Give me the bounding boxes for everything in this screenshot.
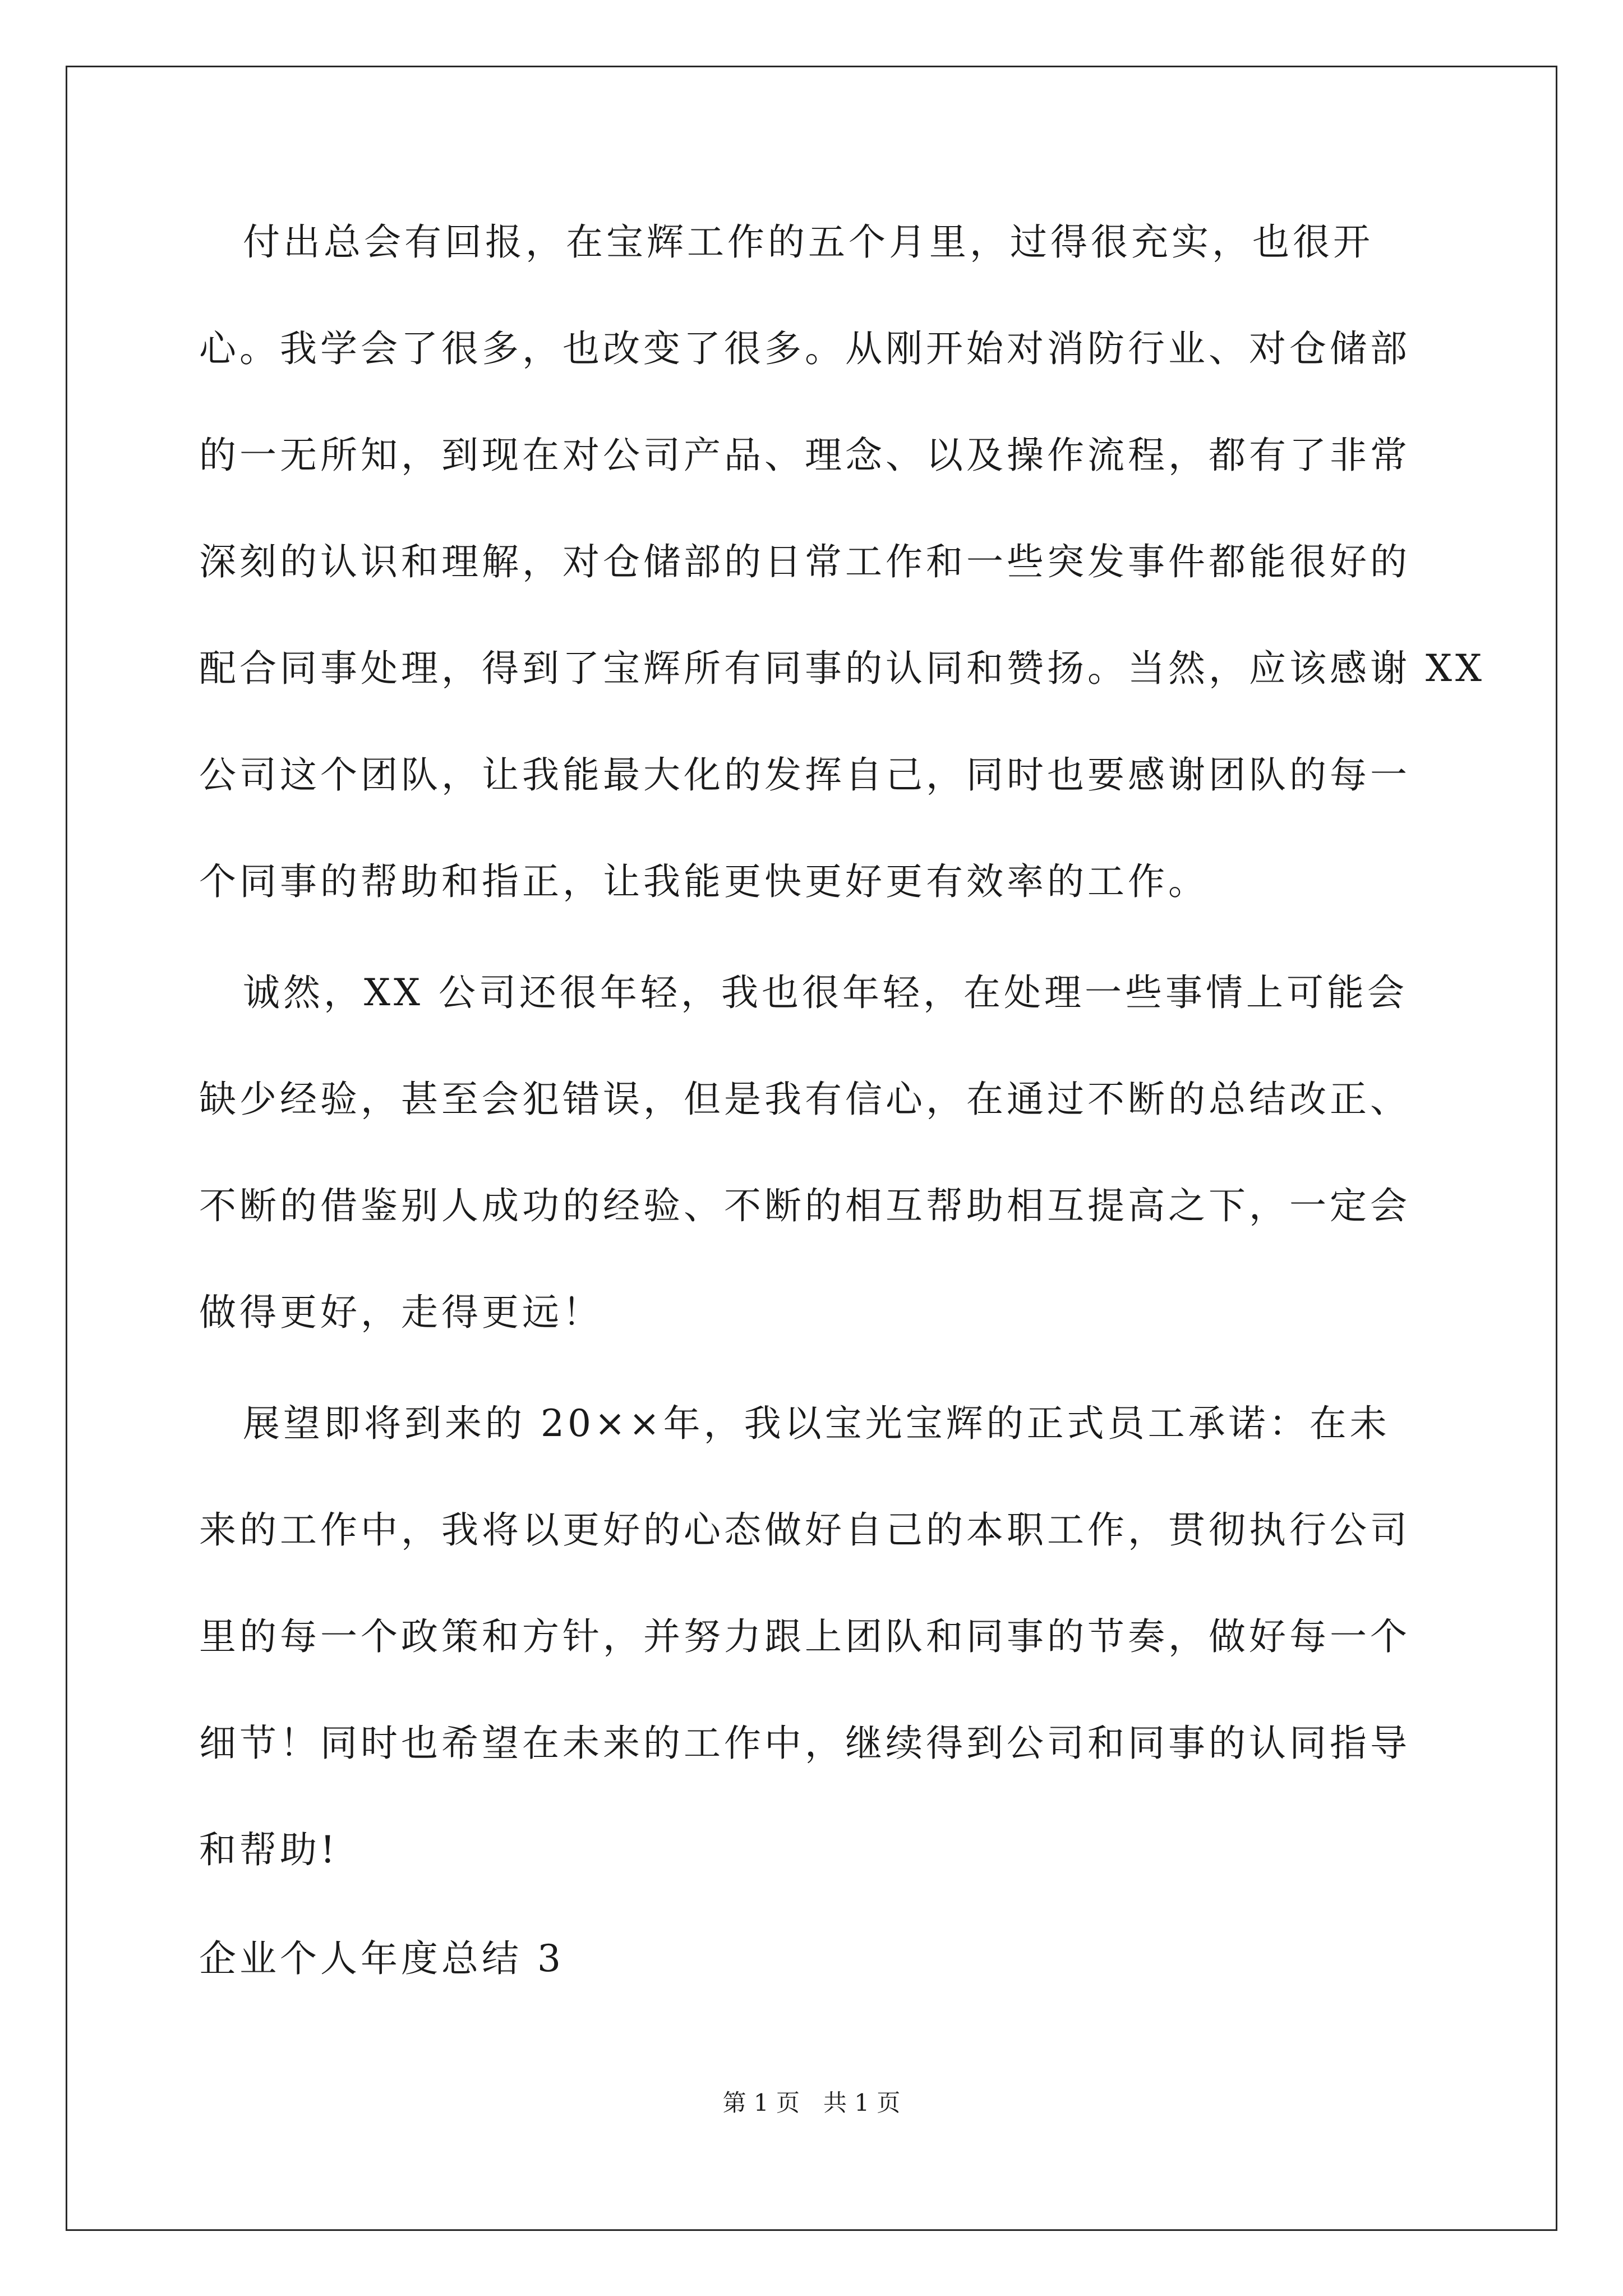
page-border xyxy=(66,66,1557,2231)
paragraph-3-line-3: 里的每一个政策和方针，并努力跟上团队和同事的节奏，做好每一个 xyxy=(199,1615,1410,1658)
paragraph-1-line-1: 付出总会有回报，在宝辉工作的五个月里，过得很充实，也很开 xyxy=(243,220,1373,264)
paragraph-1-line-6: 公司这个团队，让我能最大化的发挥自己，同时也要感谢团队的每一 xyxy=(199,753,1410,797)
paragraph-1-line-7: 个同事的帮助和指正，让我能更快更好更有效率的工作。 xyxy=(199,860,1209,903)
paragraph-3-line-1: 展望即将到来的 20××年，我以宝光宝辉的正式员工承诺：在未 xyxy=(243,1402,1390,1445)
paragraph-1-line-4: 深刻的认识和理解，对仓储部的日常工作和一些突发事件都能很好的 xyxy=(199,540,1410,583)
paragraph-2-line-3: 不断的借鉴别人成功的经验、不断的相互帮助相互提高之下，一定会 xyxy=(199,1184,1410,1227)
paragraph-2-line-1: 诚然，XX 公司还很年轻，我也很年轻，在处理一些事情上可能会 xyxy=(243,971,1408,1014)
paragraph-1-line-3: 的一无所知，到现在对公司产品、理念、以及操作流程，都有了非常 xyxy=(199,434,1410,477)
paragraph-1-line-5: 配合同事处理，得到了宝辉所有同事的认同和赞扬。当然，应该感谢 XX xyxy=(199,647,1485,690)
paragraph-3-line-5: 和帮助! xyxy=(199,1828,339,1871)
paragraph-1-line-2: 心。我学会了很多，也改变了很多。从刚开始对消防行业、对仓储部 xyxy=(199,327,1410,370)
paragraph-3-line-4: 细节！同时也希望在未来的工作中，继续得到公司和同事的认同指导 xyxy=(199,1722,1410,1765)
paragraph-2-line-2: 缺少经验，甚至会犯错误，但是我有信心，在通过不断的总结改正、 xyxy=(199,1078,1410,1121)
section-heading: 企业个人年度总结 3 xyxy=(199,1937,564,1980)
paragraph-3-line-2: 来的工作中，我将以更好的心态做好自己的本职工作，贯彻执行公司 xyxy=(199,1508,1410,1552)
paragraph-2-line-4: 做得更好，走得更远！ xyxy=(199,1291,603,1334)
page-footer: 第 1 页 共 1 页 xyxy=(722,2089,901,2116)
